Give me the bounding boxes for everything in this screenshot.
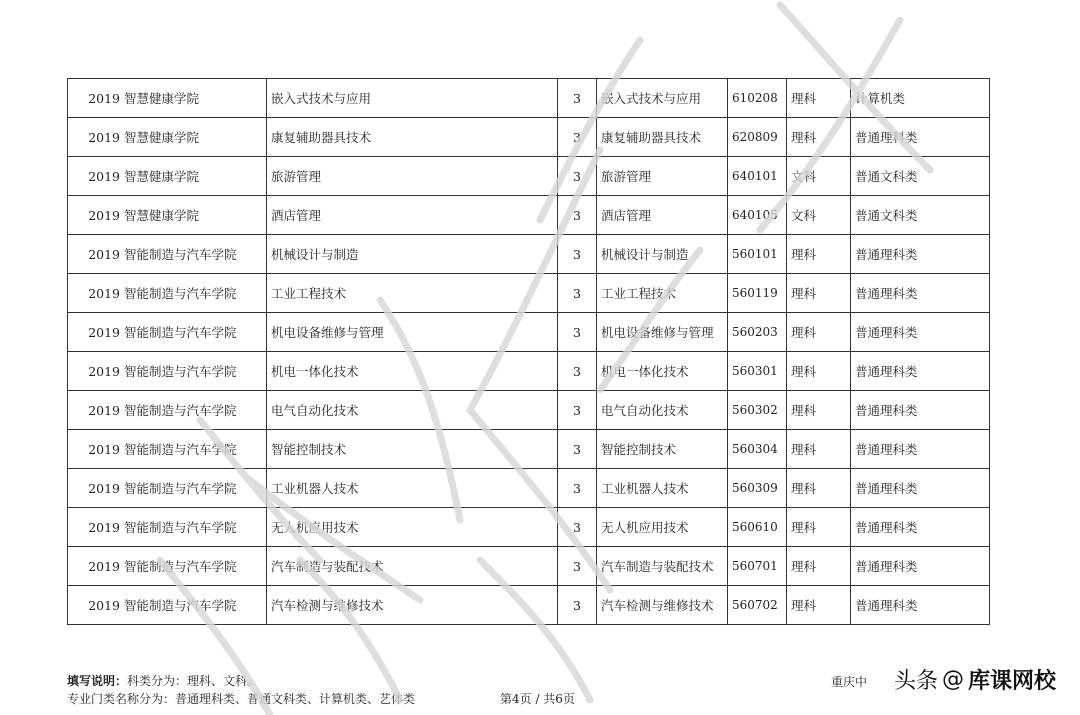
credit-brand: 库课网校 (967, 669, 1056, 694)
table-row (68, 469, 990, 508)
row-major-category: 普通理科类 (851, 118, 990, 157)
row-duration: 3 (558, 430, 597, 469)
enrollment-table-body (68, 79, 990, 625)
row-year: 2019 (68, 274, 123, 313)
row-subject-type: 理科 (787, 352, 851, 391)
table-row (68, 274, 990, 313)
row-major-category: 普通理科类 (851, 313, 990, 352)
table-row (68, 196, 990, 235)
row-duration: 3 (558, 508, 597, 547)
table-row (68, 508, 990, 547)
row-year: 2019 (68, 469, 123, 508)
row-college: 智能制造与汽车学院 (122, 391, 267, 430)
row-duration: 3 (558, 313, 597, 352)
row-subject-type: 理科 (787, 586, 851, 625)
row-duration: 3 (558, 352, 597, 391)
row-major: 酒店管理 (267, 196, 558, 235)
row-major-category: 普通理科类 (851, 586, 990, 625)
row-major-code: 560701 (728, 547, 787, 586)
row-subject-type: 理科 (787, 79, 851, 118)
table-row (68, 547, 990, 586)
row-year: 2019 (68, 508, 123, 547)
row-college: 智能制造与汽车学院 (122, 274, 267, 313)
row-major: 智能控制技术 (267, 430, 558, 469)
row-duration: 3 (558, 469, 597, 508)
table-row (68, 391, 990, 430)
row-year: 2019 (68, 352, 123, 391)
row-subject-type: 理科 (787, 235, 851, 274)
row-major-category: 普通文科类 (851, 196, 990, 235)
row-college: 智能制造与汽车学院 (122, 235, 267, 274)
row-major: 嵌入式技术与应用 (267, 79, 558, 118)
row-duration: 3 (558, 196, 597, 235)
table-row (68, 586, 990, 625)
row-subject-type: 理科 (787, 391, 851, 430)
row-duration: 3 (558, 157, 597, 196)
row-major-category: 普通理科类 (851, 391, 990, 430)
row-major: 机械设计与制造 (267, 235, 558, 274)
row-college: 智能制造与汽车学院 (122, 508, 267, 547)
row-duration: 3 (558, 274, 597, 313)
row-major: 旅游管理 (267, 157, 558, 196)
row-major-name: 嵌入式技术与应用 (597, 79, 728, 118)
row-major: 工业机器人技术 (267, 469, 558, 508)
row-major: 汽车制造与装配技术 (267, 547, 558, 586)
row-college: 智能制造与汽车学院 (122, 469, 267, 508)
row-year: 2019 (68, 157, 123, 196)
row-major-category: 普通理科类 (851, 508, 990, 547)
category-instructions: 专业门类名称分为：普通理科类、普通文科类、计算机类、艺体类 (67, 692, 416, 706)
row-major-category: 普通理科类 (851, 274, 990, 313)
row-major-name: 智能控制技术 (597, 430, 728, 469)
row-major-code: 560304 (728, 430, 787, 469)
row-college: 智慧健康学院 (122, 196, 267, 235)
row-subject-type: 文科 (787, 157, 851, 196)
fill-instructions-label: 填写说明： (67, 674, 128, 688)
row-duration: 3 (558, 118, 597, 157)
row-subject-type: 理科 (787, 313, 851, 352)
row-major-category: 普通理科类 (851, 352, 990, 391)
row-major-name: 机械设计与制造 (597, 235, 728, 274)
row-major-category: 普通理科类 (851, 547, 990, 586)
source-credit (890, 664, 1060, 695)
row-major-category: 普通文科类 (851, 157, 990, 196)
row-major-name: 汽车制造与装配技术 (597, 547, 728, 586)
table-row (68, 352, 990, 391)
row-college: 智慧健康学院 (122, 79, 267, 118)
credit-at: @ (941, 667, 964, 692)
row-major-name: 康复辅助器具技术 (597, 118, 728, 157)
row-major-code: 640101 (728, 157, 787, 196)
page-number: 第4页 / 共6页 (500, 692, 575, 706)
row-subject-type: 理科 (787, 274, 851, 313)
table-row (68, 313, 990, 352)
enrollment-table (67, 78, 990, 625)
table-row (68, 118, 990, 157)
row-major-name: 机电设备维修与管理 (597, 313, 728, 352)
row-major-code: 560610 (728, 508, 787, 547)
row-major-code: 560101 (728, 235, 787, 274)
row-subject-type: 理科 (787, 508, 851, 547)
row-college: 智慧健康学院 (122, 118, 267, 157)
row-year: 2019 (68, 430, 123, 469)
row-duration: 3 (558, 79, 597, 118)
row-year: 2019 (68, 586, 123, 625)
table-row (68, 235, 990, 274)
row-subject-type: 理科 (787, 547, 851, 586)
row-subject-type: 文科 (787, 196, 851, 235)
row-duration: 3 (558, 586, 597, 625)
row-major-name: 汽车检测与维修技术 (597, 586, 728, 625)
row-college: 智能制造与汽车学院 (122, 352, 267, 391)
row-year: 2019 (68, 235, 123, 274)
row-major: 康复辅助器具技术 (267, 118, 558, 157)
row-college: 智能制造与汽车学院 (122, 586, 267, 625)
row-duration: 3 (558, 547, 597, 586)
row-major: 电气自动化技术 (267, 391, 558, 430)
row-subject-type: 理科 (787, 118, 851, 157)
row-major: 无人机应用技术 (267, 508, 558, 547)
row-major-code: 560309 (728, 469, 787, 508)
row-year: 2019 (68, 547, 123, 586)
credit-prefix: 头条 (893, 669, 938, 694)
row-college: 智能制造与汽车学院 (122, 430, 267, 469)
row-major-name: 机电一体化技术 (597, 352, 728, 391)
row-major-code: 610208 (728, 79, 787, 118)
row-major: 机电一体化技术 (267, 352, 558, 391)
row-major-category: 普通理科类 (851, 235, 990, 274)
fill-instructions-text: 科类分为：理科、文科。 (127, 674, 260, 688)
row-college: 智能制造与汽车学院 (122, 313, 267, 352)
row-major-category: 计算机类 (851, 79, 990, 118)
fill-instructions (67, 672, 259, 689)
row-major-category: 普通理科类 (851, 430, 990, 469)
row-major-name: 电气自动化技术 (597, 391, 728, 430)
row-duration: 3 (558, 391, 597, 430)
row-major-name: 无人机应用技术 (597, 508, 728, 547)
table-row (68, 79, 990, 118)
row-major: 机电设备维修与管理 (267, 313, 558, 352)
row-major-category: 普通理科类 (851, 469, 990, 508)
row-major-name: 旅游管理 (597, 157, 728, 196)
row-major-name: 工业工程技术 (597, 274, 728, 313)
row-major: 汽车检测与维修技术 (267, 586, 558, 625)
table-row (68, 157, 990, 196)
row-major-code: 560302 (728, 391, 787, 430)
table-row (68, 430, 990, 469)
row-subject-type: 理科 (787, 430, 851, 469)
row-major-name: 工业机器人技术 (597, 469, 728, 508)
row-subject-type: 理科 (787, 469, 851, 508)
row-year: 2019 (68, 79, 123, 118)
row-year: 2019 (68, 118, 123, 157)
row-year: 2019 (68, 196, 123, 235)
row-major-code: 640105 (728, 196, 787, 235)
row-major-code: 560301 (728, 352, 787, 391)
row-major-code: 560203 (728, 313, 787, 352)
row-year: 2019 (68, 391, 123, 430)
organization-text: 重庆中 (831, 675, 868, 689)
row-college: 智慧健康学院 (122, 157, 267, 196)
row-major: 工业工程技术 (267, 274, 558, 313)
row-major-code: 560702 (728, 586, 787, 625)
row-year: 2019 (68, 313, 123, 352)
row-college: 智能制造与汽车学院 (122, 547, 267, 586)
row-major-code: 620809 (728, 118, 787, 157)
row-major-name: 酒店管理 (597, 196, 728, 235)
row-duration: 3 (558, 235, 597, 274)
row-major-code: 560119 (728, 274, 787, 313)
